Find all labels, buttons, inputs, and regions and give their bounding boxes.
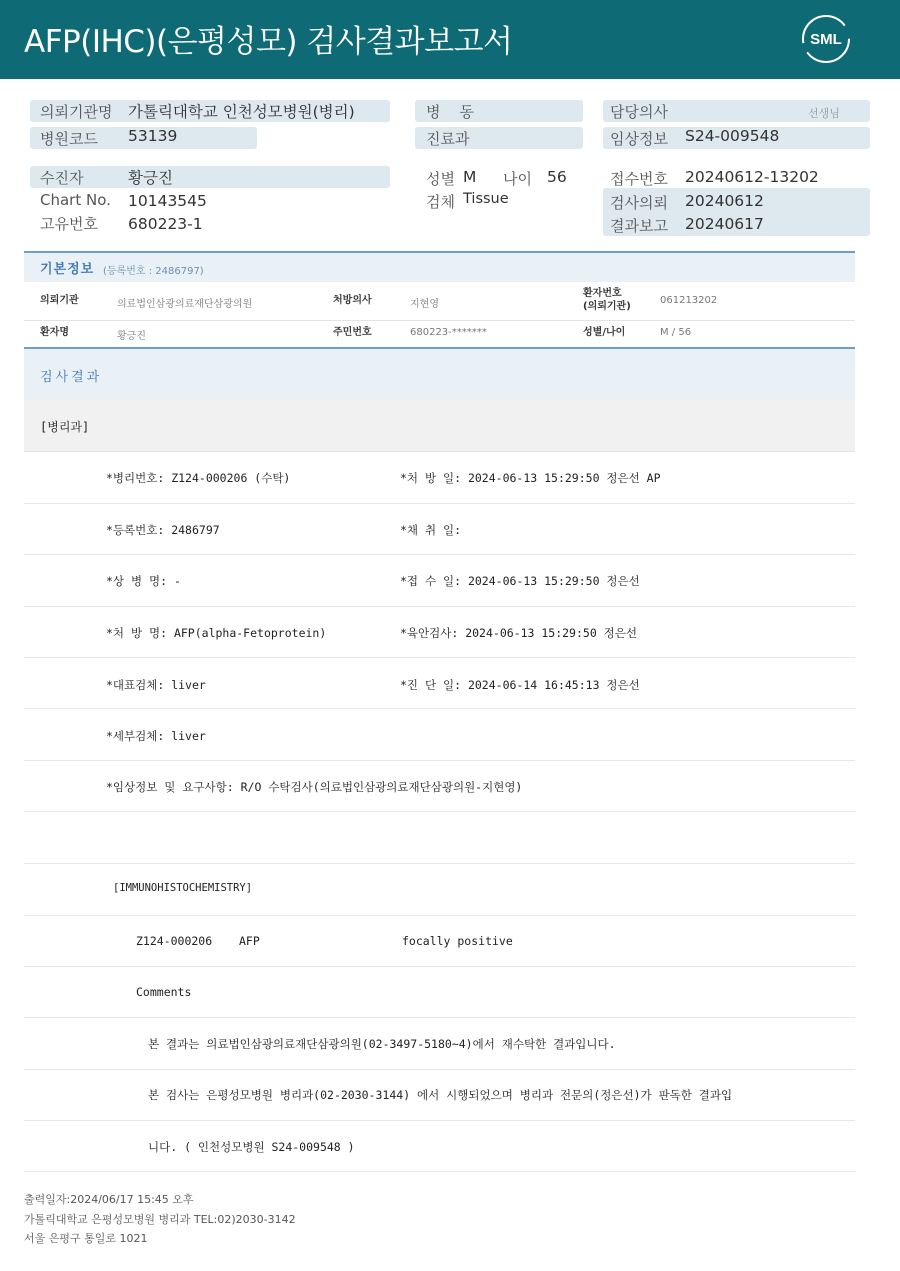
ihc-header: [IMMUNOHISTOCHEMISTRY] — [113, 882, 253, 894]
age-value: 56 — [547, 168, 567, 186]
receipt-value: 20240612-13202 — [685, 168, 819, 186]
basic-info-title: 기본정보 — [40, 262, 95, 277]
row-divider — [24, 657, 855, 658]
row-divider — [24, 1171, 855, 1172]
comment-line-2: 본 검사는 은평성모병원 병리과(02-2030-3144) 에서 시행되었으며 병리과 전문의(정은선)가 판독한 결과입 — [148, 1088, 733, 1102]
row-divider — [24, 1120, 855, 1121]
request-value: 20240612 — [685, 192, 764, 210]
result-row-right: *처 방 일: 2024-06-13 15:29:50 정은선 AP — [400, 471, 661, 485]
department-label: [병리과] — [40, 420, 90, 434]
result-row-right: *채 취 일: — [400, 523, 462, 537]
result-row-left: *처 방 명: AFP(alpha-Fetoprotein) — [106, 626, 327, 640]
result-row-left: *등록번호: 2486797 — [106, 523, 220, 537]
department-bar — [24, 400, 855, 452]
doctor-label: 담당의사 — [610, 103, 668, 121]
result-row-right: *육안검사: 2024-06-13 15:29:50 정은선 — [400, 626, 638, 640]
patient-no-label-2: (의뢰기관) — [583, 301, 631, 312]
results-bar — [24, 347, 855, 400]
report-value: 20240617 — [685, 215, 764, 233]
row-divider — [24, 503, 855, 504]
prescriber-value: 지현영 — [410, 299, 439, 310]
report-title: AFP(IHC)(은평성모) 검사결과보고서 — [24, 24, 513, 60]
results-title: 검사결과 — [40, 370, 103, 385]
inst-value: 의료법인삼광의료재단삼광의원 — [117, 299, 253, 310]
logo-text: SML — [810, 31, 842, 48]
resident-value: 680223-******* — [410, 327, 487, 338]
sex-label: 성별 — [426, 170, 455, 188]
result-row-left: *임상정보 및 요구사항: R/O 수탁검사(의료법인삼광의료재단삼광의원-지현영) — [106, 780, 523, 794]
request-label: 검사의뢰 — [610, 194, 668, 212]
sml-logo — [800, 13, 852, 65]
footer-address: 서울 은평구 통일로 1021 — [24, 1232, 148, 1245]
ihc-id: Z124-000206 — [136, 934, 213, 948]
prescriber-label: 처방의사 — [333, 295, 372, 306]
inst-label: 의뢰기관 — [40, 295, 79, 306]
row-divider — [24, 915, 855, 916]
resident-label: 주민번호 — [333, 327, 372, 338]
id-label: 고유번호 — [40, 215, 98, 233]
ward-label: 병 동 — [426, 103, 475, 121]
receipt-label: 접수번호 — [610, 170, 668, 188]
result-row-left: *병리번호: Z124-000206 (수탁) — [106, 471, 291, 485]
age-label: 나이 — [503, 170, 532, 188]
footer-printed-date: 출력일자:2024/06/17 15:45 오후 — [24, 1193, 194, 1206]
basic-info-divider — [24, 320, 855, 321]
row-divider — [24, 863, 855, 864]
ihc-result: focally positive — [402, 934, 513, 948]
row-divider — [24, 606, 855, 607]
row-divider — [24, 554, 855, 555]
sexage-label: 성별/나이 — [583, 327, 626, 338]
result-row-left: *대표검체: liver — [106, 678, 206, 692]
patient-no-label-1: 환자번호 — [583, 288, 622, 299]
row-divider — [24, 966, 855, 967]
patient-name-label: 환자명 — [40, 327, 69, 338]
ihc-marker: AFP — [239, 934, 260, 948]
sexage-value: M / 56 — [660, 327, 692, 338]
specimen-value: Tissue — [463, 191, 509, 207]
chart-value: 10143545 — [128, 192, 207, 210]
hospital-label: 의뢰기관명 — [40, 103, 113, 121]
hospital-code-label: 병원코드 — [40, 130, 98, 148]
name-value: 황긍진 — [128, 169, 173, 187]
name-label: 수진자 — [40, 169, 84, 187]
report-header — [0, 0, 900, 79]
basic-info-reg-no: (등록번호 : 2486797) — [103, 266, 204, 277]
clinical-label: 임상정보 — [610, 130, 668, 148]
doctor-suffix: 선생님 — [808, 107, 840, 120]
result-row-right: *진 단 일: 2024-06-14 16:45:13 정은선 — [400, 678, 640, 692]
comments-label: Comments — [136, 985, 192, 999]
row-divider — [24, 1069, 855, 1070]
row-divider — [24, 760, 855, 761]
patient-name-value: 황긍진 — [117, 331, 146, 342]
result-row-left: *상 병 명: - — [106, 574, 181, 588]
row-divider — [24, 811, 855, 812]
chart-label: Chart No. — [40, 191, 111, 209]
comment-line-3: 니다. ( 인천성모병원 S24-009548 ) — [148, 1140, 355, 1154]
specimen-label: 검체 — [426, 193, 455, 211]
hospital-value: 가톨릭대학교 인천성모병원(병리) — [128, 103, 355, 121]
footer-institution: 가톨릭대학교 은평성모병원 병리과 TEL:02)2030-3142 — [24, 1213, 296, 1226]
id-value: 680223-1 — [128, 215, 203, 233]
clinical-value: S24-009548 — [685, 127, 780, 145]
dept-label: 진료과 — [426, 130, 470, 148]
patient-no-value: 061213202 — [660, 295, 718, 306]
result-row-left: *세부검체: liver — [106, 729, 206, 743]
report-label: 결과보고 — [610, 217, 668, 235]
sex-value: M — [463, 168, 477, 186]
row-divider — [24, 708, 855, 709]
hospital-code-value: 53139 — [128, 127, 178, 145]
name-tag — [30, 166, 390, 188]
result-row-right: *접 수 일: 2024-06-13 15:29:50 정은선 — [400, 574, 640, 588]
comment-line-1: 본 결과는 의료법인삼광의료재단삼광의원(02-3497-5180~4)에서 재수탁한 결과입니다. — [148, 1037, 616, 1051]
row-divider — [24, 1017, 855, 1018]
